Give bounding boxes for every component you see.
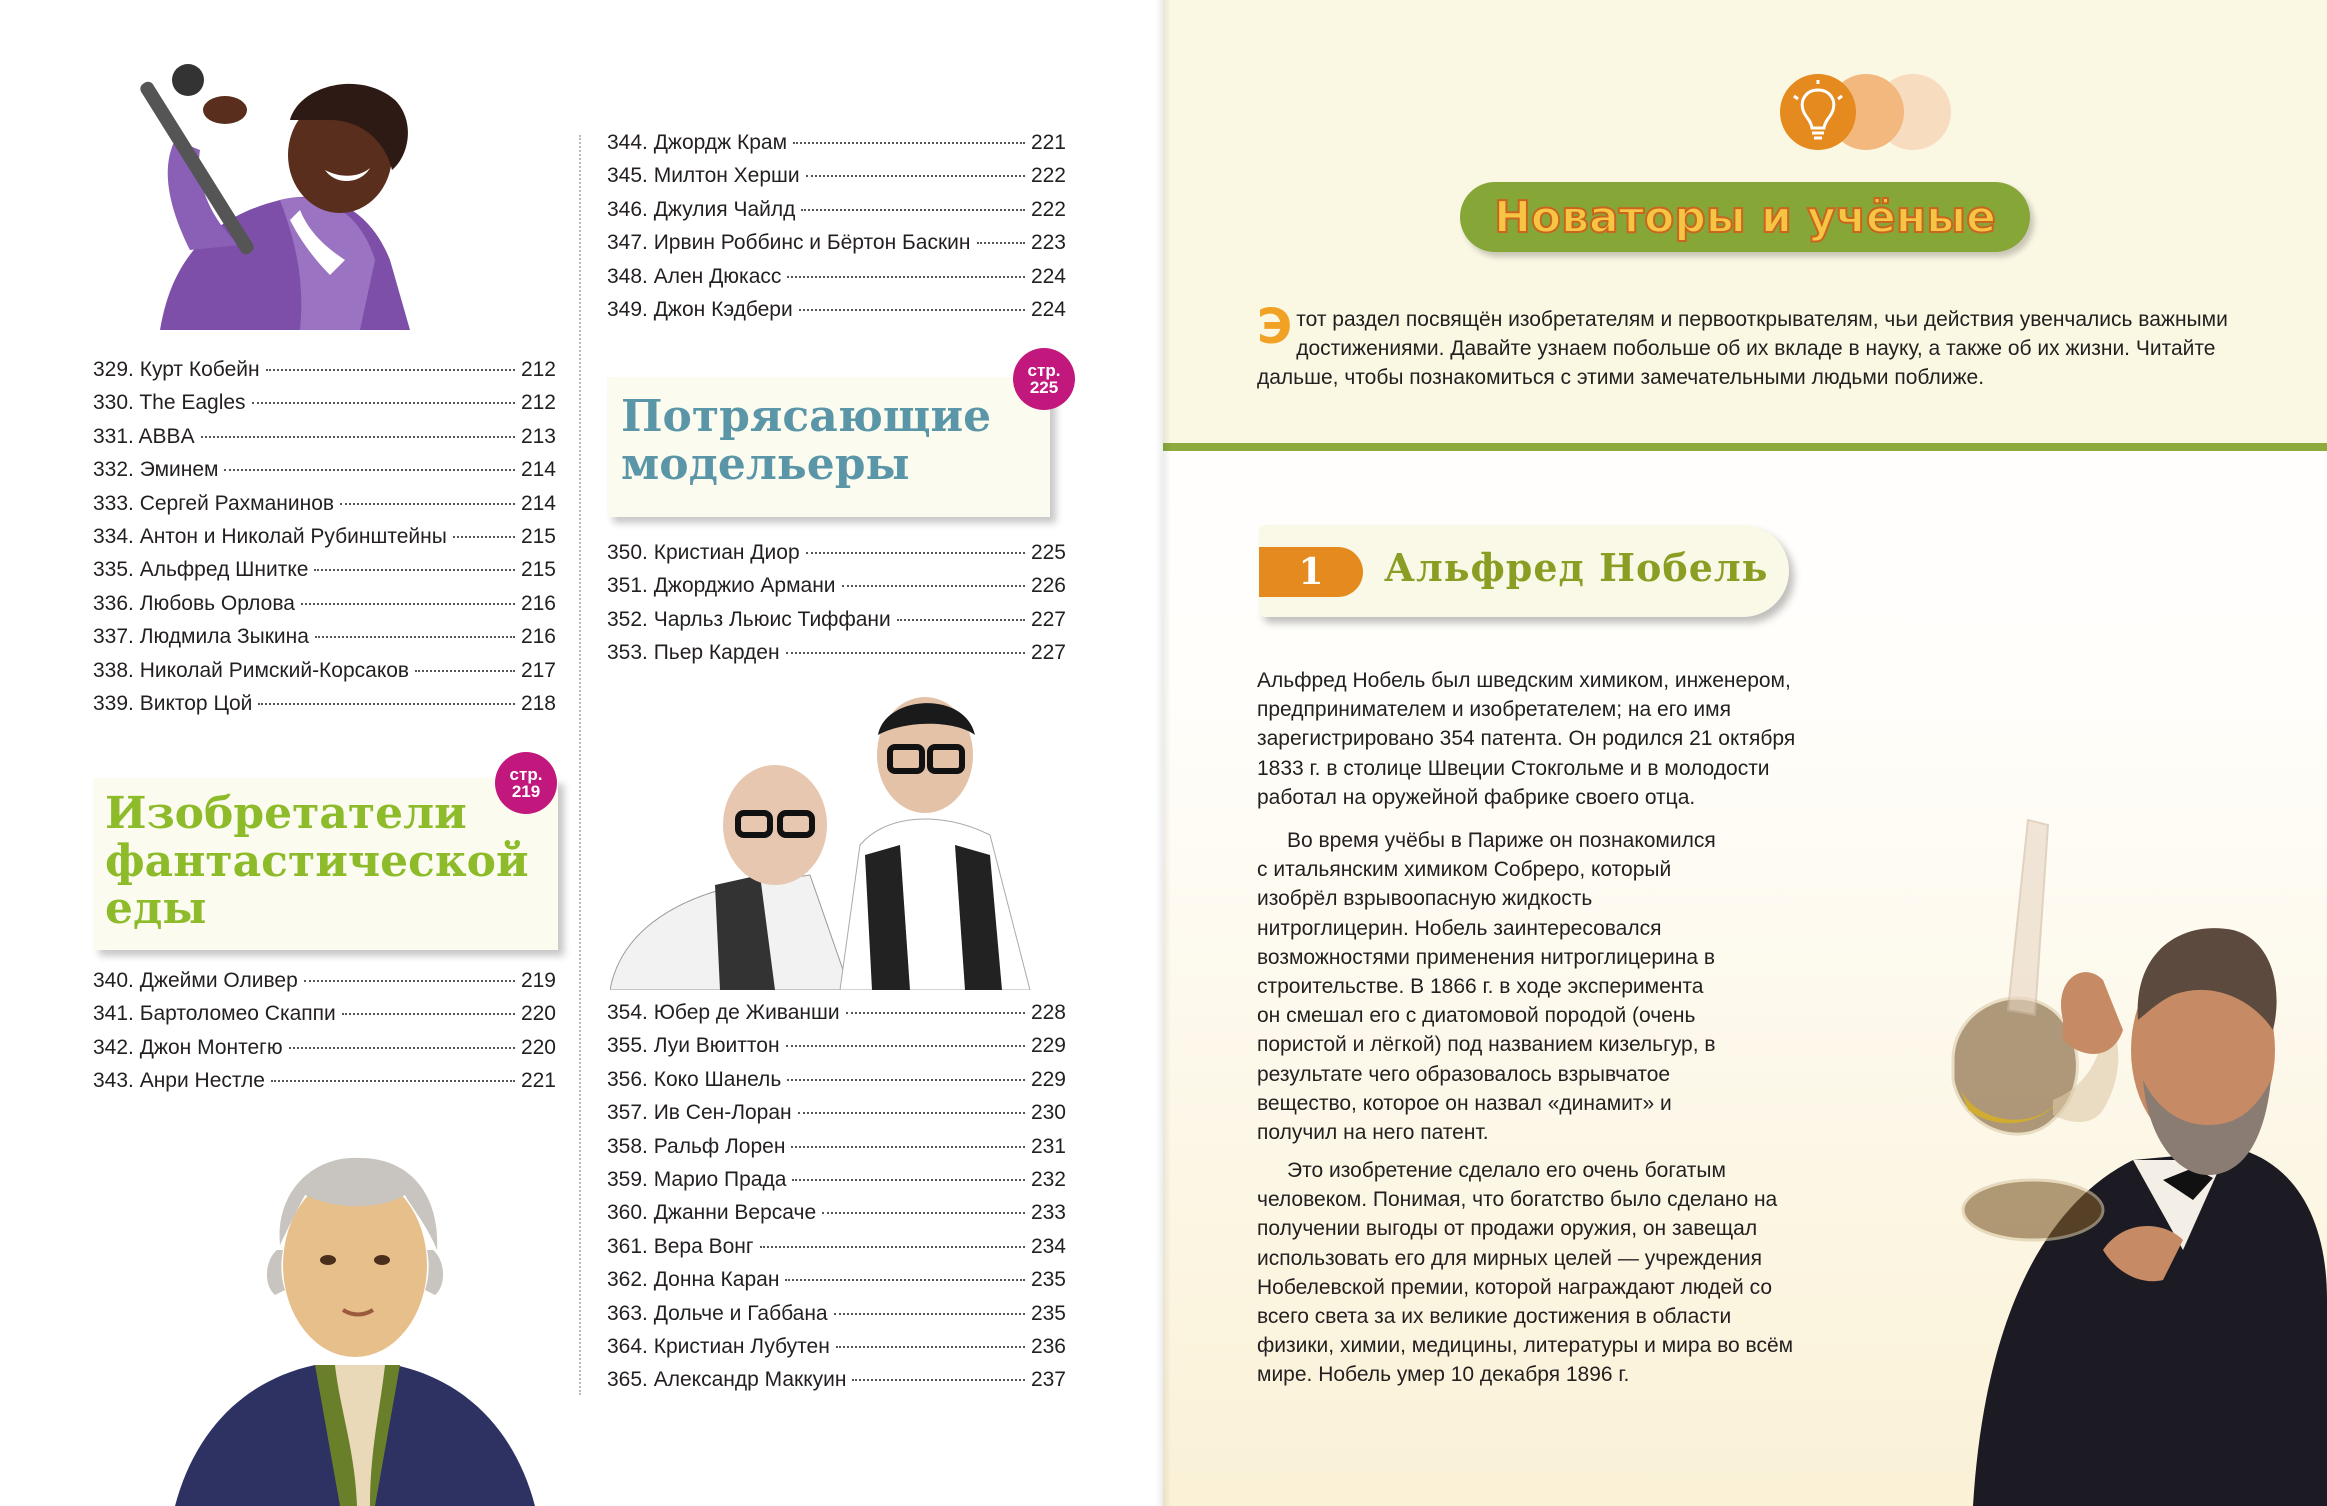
toc-entry-title: 338. Николай Римский-Корсаков: [93, 658, 410, 682]
category-title-pill: [1460, 182, 2030, 252]
toc-entry-title: 339. Виктор Цой: [93, 691, 253, 715]
toc-entry[interactable]: [607, 1368, 1066, 1401]
toc-leader-dots: [314, 569, 514, 571]
toc-entry-page: 219: [520, 969, 556, 992]
toc-entry-page: 223: [1030, 231, 1066, 255]
toc-entry[interactable]: [607, 131, 1066, 164]
drop-cap: Э: [1257, 299, 1293, 355]
toc-entry[interactable]: [607, 265, 1066, 298]
toc-leader-dots: [453, 536, 515, 538]
toc-leader-dots: [252, 402, 515, 404]
toc-entry-title: 347. Ирвин Роббинс и Бёртон Баскин: [607, 231, 971, 255]
toc-entry[interactable]: [607, 574, 1066, 607]
toc-entry-title: 348. Ален Дюкасс: [607, 264, 782, 288]
toc-entry[interactable]: [93, 659, 556, 692]
toc-leader-dots: [977, 242, 1025, 244]
toc-entry[interactable]: [607, 1268, 1066, 1301]
toc-entry[interactable]: [607, 1101, 1066, 1134]
toc-leader-dots: [836, 1346, 1025, 1348]
toc-entry-page: 232: [1030, 1167, 1066, 1191]
toc-entry-title: 352. Чарльз Льюис Тиффани: [607, 607, 891, 631]
toc-leader-dots: [798, 1112, 1025, 1114]
toc-entry-title: 358. Ральф Лорен: [607, 1134, 786, 1158]
toc-entry-page: 215: [520, 558, 556, 582]
toc-leader-dots: [266, 369, 515, 371]
toc-entry[interactable]: [93, 458, 556, 491]
toc-entry-page: 222: [1030, 164, 1066, 188]
toc-list-sweets: [607, 131, 1066, 331]
toc-entry[interactable]: [607, 1201, 1066, 1234]
portrait-illustration: [165, 1150, 545, 1506]
toc-leader-dots: [842, 585, 1025, 587]
toc-entry[interactable]: [93, 492, 556, 525]
toc-entry[interactable]: [607, 298, 1066, 331]
toc-entry-page: 226: [1030, 574, 1066, 598]
toc-entry-title: 344. Джордж Крам: [607, 131, 788, 154]
toc-entry-page: 227: [1030, 607, 1066, 631]
toc-entry-page: 236: [1030, 1334, 1066, 1358]
book-gutter: [1155, 0, 1171, 1506]
person-name: Альфред Нобель: [1384, 545, 1769, 590]
section-title-food: Изобретатели фантастической еды: [105, 788, 529, 935]
toc-leader-dots: [852, 1379, 1024, 1381]
toc-leader-dots: [224, 469, 515, 471]
toc-entry-title: 361. Вера Вонг: [607, 1234, 754, 1258]
toc-leader-dots: [289, 1047, 515, 1049]
toc-entry-page: 221: [520, 1069, 556, 1093]
toc-entry-title: 345. Милтон Херши: [607, 164, 800, 188]
toc-entry[interactable]: [93, 525, 556, 558]
toc-entry[interactable]: [607, 641, 1066, 674]
article-paragraph-2: Во время учёбы в Париже он познакомился с итальянским химиком Собреро, который изобрёл взрывоопасную жидкость нитроглицерин. Нобель заинтересовался возможностями применения нитроглицерина в строительстве. В 1866 г. в ходе эксперимента он смешал его с диатомовой породой (очень пористой и лёгкой) под названием кизельгур, в результате чего образовалось взрывчатое вещество, которое он назвал «динамит» и получил на него патент.: [1257, 829, 1716, 1145]
toc-entry[interactable]: [93, 425, 556, 458]
toc-entry-title: 359. Марио Прада: [607, 1167, 787, 1191]
left-page: [0, 0, 1163, 1506]
toc-entry[interactable]: [607, 1135, 1066, 1168]
toc-entry-page: 217: [520, 658, 556, 682]
toc-leader-dots: [304, 980, 515, 982]
toc-entry-page: 224: [1030, 297, 1066, 321]
designers-illustration: [610, 695, 1065, 990]
toc-entry[interactable]: [93, 358, 556, 391]
toc-entry-page: 231: [1030, 1134, 1066, 1158]
lightbulb-icon: [1668, 72, 1988, 152]
toc-entry[interactable]: [607, 1335, 1066, 1368]
toc-leader-dots: [258, 703, 515, 705]
toc-entry-page: 216: [520, 625, 556, 649]
toc-entry-title: 341. Бартоломео Скаппи: [93, 1002, 336, 1026]
toc-leader-dots: [301, 603, 515, 605]
toc-entry-title: 332. Эминем: [93, 458, 219, 482]
singer-illustration: [130, 60, 530, 330]
toc-leader-dots: [415, 670, 515, 672]
toc-leader-dots: [806, 175, 1025, 177]
column-divider: [579, 135, 581, 1395]
toc-leader-dots: [799, 309, 1025, 311]
page-badge-food[interactable]: стр. 219: [495, 752, 557, 814]
toc-entry-title: 365. Александр Маккуин: [607, 1368, 847, 1392]
toc-entry-page: 235: [1030, 1301, 1066, 1325]
toc-entry-page: 230: [1030, 1101, 1066, 1125]
toc-entry[interactable]: [93, 625, 556, 658]
toc-entry-title: 360. Джанни Версаче: [607, 1201, 817, 1225]
toc-entry[interactable]: [607, 1168, 1066, 1201]
toc-entry[interactable]: [607, 541, 1066, 574]
toc-entry-title: 336. Любовь Орлова: [93, 591, 295, 615]
toc-entry[interactable]: [93, 969, 556, 1002]
toc-leader-dots: [791, 1146, 1025, 1148]
toc-leader-dots: [785, 1279, 1025, 1281]
toc-leader-dots: [806, 552, 1025, 554]
toc-entry[interactable]: [93, 1036, 556, 1069]
toc-entry[interactable]: [93, 592, 556, 625]
toc-leader-dots: [786, 1045, 1025, 1047]
scientist-illustration: [1803, 780, 2327, 1506]
toc-leader-dots: [897, 619, 1025, 621]
toc-entry-page: 234: [1030, 1234, 1066, 1258]
toc-entry-page: 216: [520, 591, 556, 615]
toc-list-food: [93, 969, 556, 1103]
toc-entry-page: 233: [1030, 1201, 1066, 1225]
toc-entry-title: 337. Людмила Зыкина: [93, 625, 309, 649]
toc-entry-title: 349. Джон Кэдбери: [607, 297, 793, 321]
toc-entry-title: 334. Антон и Николай Рубинштейны: [93, 524, 447, 548]
toc-entry-page: 220: [520, 1035, 556, 1059]
toc-entry-page: 221: [1030, 131, 1066, 154]
toc-entry-title: 343. Анри Нестле: [93, 1069, 265, 1093]
toc-entry-page: 227: [1030, 641, 1066, 665]
toc-entry-title: 362. Донна Каран: [607, 1268, 780, 1292]
toc-entry-title: 329. Курт Кобейн: [93, 358, 260, 381]
toc-entry-page: 212: [520, 358, 556, 381]
toc-entry-title: 364. Кристиан Лубутен: [607, 1334, 830, 1358]
toc-leader-dots: [315, 636, 515, 638]
toc-entry-title: 331. ABBA: [93, 424, 195, 448]
toc-leader-dots: [822, 1212, 1025, 1214]
toc-leader-dots: [801, 209, 1025, 211]
toc-leader-dots: [846, 1012, 1025, 1014]
toc-entry-title: 353. Пьер Карден: [607, 641, 780, 665]
toc-entry-page: 215: [520, 524, 556, 548]
toc-entry-page: 214: [520, 458, 556, 482]
toc-list-music: [93, 358, 556, 725]
right-page: [1163, 0, 2327, 1506]
person-header: [1259, 525, 1789, 617]
toc-entry-title: 333. Сергей Рахманинов: [93, 491, 335, 515]
toc-entry-page: 218: [520, 691, 556, 715]
toc-entry-page: 220: [520, 1002, 556, 1026]
article-paragraph-3: Это изобретение сделало его очень богатым человеком. Понимая, что богатство было сделано на получении выгоды от продажи оружия, он завещал использовать его для мирных целей — учреждения Нобелевской премии, которой награждают людей со всего света за их великие достижения в области физики, химии, медицины, литературы и мира во всём мире. Нобель умер 10 декабря 1896 г.: [1257, 1159, 1794, 1387]
category-title: Новаторы и учёные: [1494, 191, 1996, 243]
toc-leader-dots: [201, 436, 515, 438]
toc-entry-title: 356. Коко Шанель: [607, 1067, 782, 1091]
toc-entry-page: 237: [1030, 1368, 1066, 1392]
toc-entry[interactable]: [93, 1069, 556, 1102]
toc-entry[interactable]: [607, 1068, 1066, 1101]
toc-list-fashion-a: [607, 541, 1066, 675]
toc-entry-page: 224: [1030, 264, 1066, 288]
toc-leader-dots: [792, 1179, 1025, 1181]
toc-entry[interactable]: [93, 1002, 556, 1035]
toc-entry-title: 335. Альфред Шнитке: [93, 558, 309, 582]
toc-entry-page: 228: [1030, 1001, 1066, 1024]
toc-entry[interactable]: [93, 391, 556, 424]
toc-entry-page: 222: [1030, 197, 1066, 221]
toc-entry-title: 351. Джорджио Армани: [607, 574, 836, 598]
toc-leader-dots: [760, 1246, 1025, 1248]
toc-leader-dots: [342, 1013, 515, 1015]
toc-entry[interactable]: [607, 231, 1066, 264]
toc-entry[interactable]: [607, 608, 1066, 641]
toc-entry-page: 214: [520, 491, 556, 515]
toc-entry-title: 354. Юбер де Живанши: [607, 1001, 840, 1024]
section-banner-fashion: [607, 377, 1050, 517]
toc-entry-page: 229: [1030, 1034, 1066, 1058]
toc-entry[interactable]: [93, 692, 556, 725]
person-number: 1: [1259, 547, 1363, 597]
toc-entry-title: 346. Джулия Чайлд: [607, 197, 796, 221]
toc-entry-title: 330. The Eagles: [93, 391, 246, 415]
toc-entry-title: 342. Джон Монтегю: [93, 1035, 283, 1059]
toc-entry-page: 212: [520, 391, 556, 415]
toc-leader-dots: [787, 1079, 1025, 1081]
toc-leader-dots: [271, 1080, 515, 1082]
toc-leader-dots: [834, 1313, 1025, 1315]
toc-entry-title: 350. Кристиан Диор: [607, 541, 800, 564]
toc-leader-dots: [786, 652, 1025, 654]
toc-entry-page: 235: [1030, 1268, 1066, 1292]
toc-entry-title: 355. Луи Вюиттон: [607, 1034, 780, 1058]
toc-entry[interactable]: [607, 1235, 1066, 1268]
toc-entry[interactable]: [607, 1302, 1066, 1335]
toc-leader-dots: [793, 142, 1025, 144]
toc-entry-page: 229: [1030, 1067, 1066, 1091]
toc-entry-page: 225: [1030, 541, 1066, 564]
toc-list-fashion-b: [607, 1001, 1066, 1402]
toc-leader-dots: [340, 503, 515, 505]
toc-entry[interactable]: [607, 164, 1066, 197]
section-title-fashion: Потрясающие модельеры: [621, 391, 992, 490]
article-paragraph-1: Альфред Нобель был шведским химиком, инженером, предпринимателем и изобретателем; на его имя зарегистрировано 354 патента. Он родился 21 октября 1833 г. в столице Швеции Стокгольме и в молодости работал на оружейной фабрике своего отца.: [1257, 669, 1796, 809]
toc-entry[interactable]: [607, 1034, 1066, 1067]
section-banner-food: [93, 778, 558, 950]
toc-entry-title: 357. Ив Сен-Лоран: [607, 1101, 792, 1125]
toc-entry-title: 363. Дольче и Габбана: [607, 1301, 828, 1325]
page-badge-fashion[interactable]: стр. 225: [1013, 348, 1075, 410]
toc-entry[interactable]: [607, 198, 1066, 231]
toc-entry[interactable]: [607, 1001, 1066, 1034]
toc-entry[interactable]: [93, 558, 556, 591]
intro-paragraph: Этот раздел посвящён изобретателям и первооткрывателям, чьи действия увенчались важными достижениями. Давайте узнаем побольше об их вкладе в науку, а также об их жизни. Читайте дальше, чтобы познакомиться с этими замечательными людьми поближе.: [1257, 299, 2228, 389]
toc-leader-dots: [787, 276, 1025, 278]
toc-entry-page: 213: [520, 424, 556, 448]
toc-entry-title: 340. Джейми Оливер: [93, 969, 298, 992]
